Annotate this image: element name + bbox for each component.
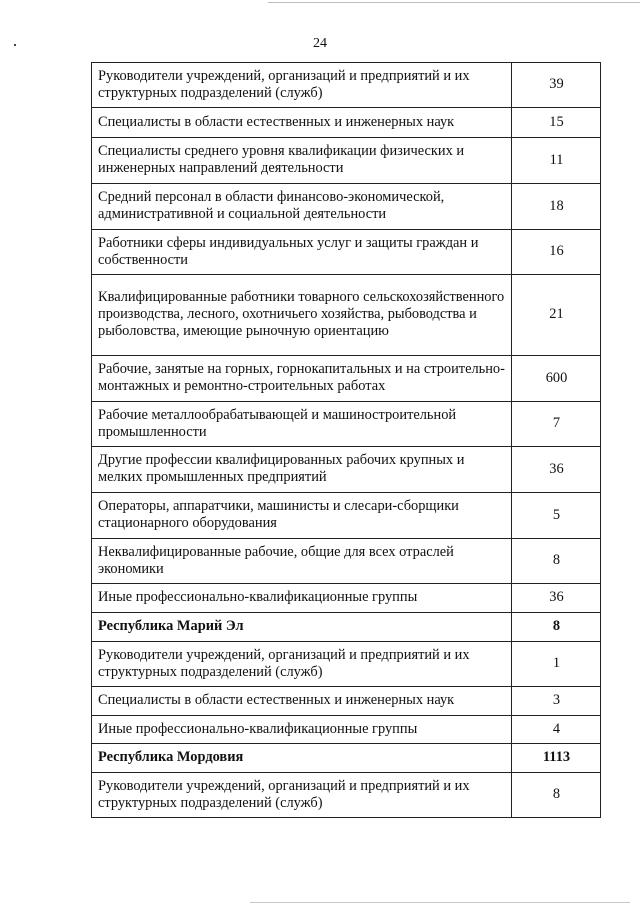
region-total: 8	[512, 613, 601, 642]
occupation-name: Неквалифицированные рабочие, общие для всех отраслей экономики	[92, 539, 512, 584]
occupation-name: Иные профессионально-квалификационные группы	[92, 584, 512, 613]
region-row	[92, 744, 601, 773]
table-row	[92, 356, 601, 402]
occupation-name: Рабочие, занятые на горных, горнокапитальных и на строительно-монтажных и ремонтно-строительных работах	[92, 356, 512, 402]
occupation-name: Другие профессии квалифицированных рабочих крупных и мелких промышленных предприятий	[92, 447, 512, 493]
occupation-count: 600	[512, 356, 601, 402]
table-row	[92, 447, 601, 493]
occupation-name: Специалисты в области естественных и инженерных наук	[92, 687, 512, 716]
occupation-count: 21	[512, 275, 601, 356]
table-row	[92, 63, 601, 108]
occupation-count: 8	[512, 773, 601, 818]
occupation-name: Квалифицированные работники товарного сельскохозяйственного производства, лесного, охотничьего хозяйства, рыбоводства и рыболовства, имеющие рыночную ориентацию	[92, 275, 512, 356]
occupation-name: Специалисты в области естественных и инженерных наук	[92, 108, 512, 138]
table-row	[92, 539, 601, 584]
table-row	[92, 275, 601, 356]
table-row	[92, 230, 601, 275]
page-number: 24	[313, 36, 327, 51]
occupation-count: 11	[512, 138, 601, 184]
occupation-count: 3	[512, 687, 601, 716]
occupation-name: Иные профессионально-квалификационные группы	[92, 716, 512, 744]
occupation-name: Операторы, аппаратчики, машинисты и слесари-сборщики стационарного оборудования	[92, 493, 512, 539]
occupation-count: 39	[512, 63, 601, 108]
region-name: Республика Марий Эл	[92, 613, 512, 642]
occupation-name: Работники сферы индивидуальных услуг и защиты граждан и собственности	[92, 230, 512, 275]
table-row	[92, 716, 601, 744]
occupation-count: 18	[512, 184, 601, 230]
table-row	[92, 108, 601, 138]
table-row	[92, 138, 601, 184]
occupation-count: 1	[512, 642, 601, 687]
scan-edge-line	[268, 2, 640, 3]
occupation-name: Рабочие металлообрабатывающей и машиностроительной промышленности	[92, 402, 512, 447]
table-body	[92, 63, 601, 818]
occupation-count: 15	[512, 108, 601, 138]
occupation-count: 36	[512, 584, 601, 613]
table-row	[92, 773, 601, 818]
occupation-name: Руководители учреждений, организаций и предприятий и их структурных подразделений (служб)	[92, 642, 512, 687]
occupation-count: 8	[512, 539, 601, 584]
region-row	[92, 613, 601, 642]
region-total: 1113	[512, 744, 601, 773]
table-row	[92, 584, 601, 613]
occupation-name: Специалисты среднего уровня квалификации физических и инженерных направлений деятельности	[92, 138, 512, 184]
occupation-name: Руководители учреждений, организаций и предприятий и их структурных подразделений (служб)	[92, 63, 512, 108]
occupation-count: 36	[512, 447, 601, 493]
occupation-name: Руководители учреждений, организаций и предприятий и их структурных подразделений (служб)	[92, 773, 512, 818]
occupation-count: 16	[512, 230, 601, 275]
table-row	[92, 687, 601, 716]
occupation-count: 4	[512, 716, 601, 744]
occupation-count: 5	[512, 493, 601, 539]
table-row	[92, 642, 601, 687]
table-row	[92, 402, 601, 447]
scan-edge-line-bottom	[250, 902, 630, 903]
table-row	[92, 184, 601, 230]
occupation-name: Средний персонал в области финансово-экономической, административной и социальной деятельности	[92, 184, 512, 230]
region-name: Республика Мордовия	[92, 744, 512, 773]
occupation-count: 7	[512, 402, 601, 447]
table-row	[92, 493, 601, 539]
occupation-table	[91, 62, 601, 818]
